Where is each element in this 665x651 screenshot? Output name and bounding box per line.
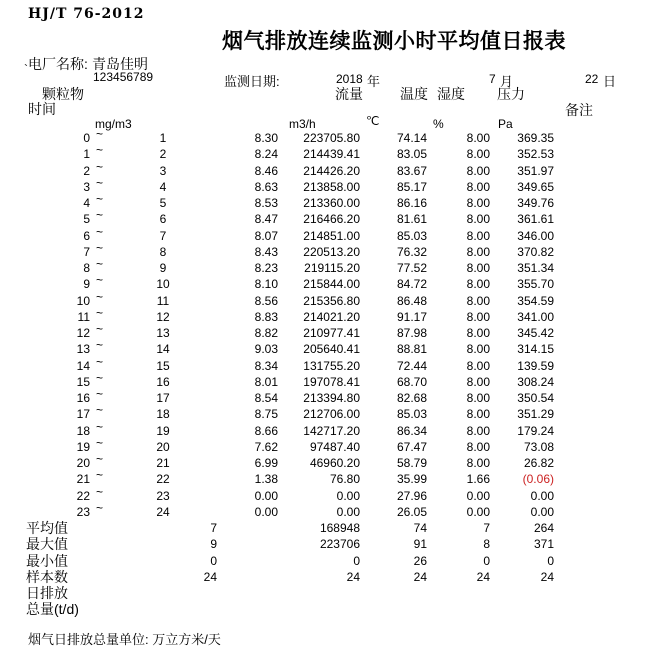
hour-end-cell: 9 [159, 261, 167, 275]
flow-cell: 216466.20 [303, 212, 360, 227]
hour-end-cell: 10 [156, 277, 170, 292]
date-day-unit: 日 [603, 74, 617, 89]
date-year-unit: 年 [367, 74, 381, 89]
date-month-value: 7 [489, 72, 496, 86]
humidity-cell: 8.00 [466, 196, 490, 210]
humidity-cell: 0.00 [466, 504, 490, 519]
flow-cell: 219115.20 [304, 261, 360, 275]
particulate-cell: 8.10 [254, 277, 278, 292]
hour-start-cell: 15 [76, 374, 90, 389]
pressure-cell: 0.00 [530, 488, 554, 503]
tilde-separator: ~ [96, 419, 104, 434]
temperature-cell: 85.03 [396, 407, 427, 422]
temperature-cell: 83.67 [396, 163, 427, 178]
pressure-cell: 355.70 [517, 277, 554, 292]
particulate-cell: 8.47 [254, 212, 278, 227]
particulate-cell: 8.82 [254, 326, 278, 340]
humidity-cell: 8.00 [466, 147, 490, 162]
hour-start-cell: 9 [83, 277, 90, 292]
pressure-cell: 349.76 [517, 196, 554, 210]
tilde-separator: ~ [96, 127, 104, 141]
humidity-cell: 8.00 [466, 407, 490, 422]
date-year-value: 2018 [336, 72, 363, 86]
flow-cell: 223706 [319, 537, 360, 552]
hour-start-cell: 17 [76, 407, 90, 422]
particulate-cell: 9.03 [254, 342, 278, 357]
pressure-cell: 361.61 [517, 212, 554, 227]
particulate-cell: 8.07 [254, 228, 278, 243]
hour-end-cell: 8 [159, 244, 167, 259]
hour-start-cell: 5 [83, 212, 90, 227]
temperature-cell: 91.17 [396, 309, 427, 324]
footnote-total-unit: 烟气日排放总量单位: 万立方米/天 [28, 632, 221, 647]
pressure-cell: 351.29 [517, 407, 554, 422]
humidity-cell: 8.00 [466, 244, 490, 259]
temperature-cell: 72.44 [396, 358, 427, 373]
plant-name-label: 电厂名称: [28, 56, 88, 72]
pressure-cell: 0.00 [530, 504, 554, 519]
tick-mark: ` [24, 62, 28, 76]
standard-code: HJ/T 76-2012 [28, 6, 145, 22]
summary-label: 最大值 [26, 536, 68, 553]
header-flow: 流量 [335, 86, 363, 102]
particulate-cell: 8.30 [254, 131, 278, 145]
tilde-separator: ~ [96, 305, 104, 320]
pressure-cell: 308.24 [517, 374, 554, 389]
hour-end-cell: 21 [156, 456, 170, 470]
particulate-cell: 8.54 [254, 391, 278, 405]
temperature-cell: 35.99 [396, 472, 427, 487]
particulate-cell: 8.66 [254, 423, 278, 438]
humidity-cell: 8.00 [466, 456, 490, 470]
hour-end-cell: 20 [156, 439, 170, 454]
flow-cell: 214851.00 [303, 228, 360, 243]
flow-cell: 212706.00 [303, 407, 360, 422]
humidity-cell: 8.00 [466, 261, 490, 275]
humidity-cell: 1.66 [466, 472, 490, 487]
summary-row [0, 585, 665, 601]
hour-end-cell: 11 [156, 293, 170, 308]
pressure-cell: 351.34 [517, 261, 554, 275]
hour-start-cell: 3 [83, 179, 90, 194]
particulate-cell: 7 [210, 521, 217, 535]
summary-label: 平均值 [26, 520, 68, 536]
tilde-separator: ~ [96, 257, 104, 271]
flow-cell: 214439.41 [303, 147, 360, 162]
pressure-cell: 179.24 [517, 423, 554, 438]
flow-cell: 131755.20 [303, 358, 360, 373]
pressure-cell: 264 [533, 521, 554, 535]
temperature-cell: 83.05 [396, 147, 427, 162]
temperature-cell: 82.68 [396, 391, 427, 405]
hour-start-cell: 23 [76, 504, 90, 519]
pressure-cell: 369.35 [517, 131, 554, 145]
tilde-separator: ~ [96, 452, 104, 466]
flow-cell: 213394.80 [303, 391, 360, 405]
humidity-cell: 8.00 [466, 391, 490, 405]
flow-cell: 0 [353, 553, 360, 568]
hour-end-cell: 16 [156, 374, 170, 389]
hour-end-cell: 6 [159, 212, 167, 227]
particulate-cell: 8.23 [254, 261, 278, 275]
hour-end-cell: 12 [156, 309, 170, 324]
humidity-cell: 8.00 [466, 179, 490, 194]
pressure-cell: (0.06) [522, 472, 554, 487]
header-time: 时间 [28, 101, 56, 117]
hour-start-cell: 13 [76, 342, 90, 357]
hour-start-cell: 16 [76, 391, 90, 405]
summary-row [0, 601, 665, 617]
humidity-cell: 8.00 [466, 374, 490, 389]
hour-start-cell: 6 [83, 228, 90, 243]
summary-row [0, 553, 665, 569]
tilde-separator: ~ [96, 387, 104, 401]
header-remark: 备注 [565, 102, 593, 118]
hour-start-cell: 10 [76, 293, 90, 308]
hour-start-cell: 0 [83, 131, 90, 145]
humidity-cell: 0.00 [466, 488, 490, 503]
temperature-cell: 81.61 [396, 212, 427, 227]
pressure-cell: 0 [547, 553, 554, 568]
flow-cell: 220513.20 [303, 244, 360, 259]
flow-cell: 223705.80 [303, 131, 360, 145]
particulate-cell: 8.46 [254, 163, 278, 178]
hour-start-cell: 18 [76, 423, 90, 438]
summary-row [0, 536, 665, 552]
pressure-cell: 354.59 [517, 293, 554, 308]
hour-end-cell: 15 [156, 358, 170, 373]
header-pressure: 压力 [497, 86, 525, 102]
tilde-separator: ~ [96, 240, 104, 255]
particulate-cell: 7.62 [254, 439, 278, 454]
pressure-cell: 346.00 [517, 228, 554, 243]
plant-id-value: 123456789 [93, 70, 154, 84]
hour-start-cell: 11 [77, 309, 90, 324]
particulate-cell: 8.56 [254, 293, 278, 308]
humidity-cell: 8.00 [466, 212, 490, 227]
hour-start-cell: 2 [83, 163, 90, 178]
humidity-cell: 8.00 [466, 358, 490, 373]
plant-name-value: 青岛佳明 [92, 56, 148, 72]
tilde-separator: ~ [96, 192, 104, 206]
tilde-separator: ~ [96, 273, 104, 288]
flow-cell: 214426.20 [303, 163, 360, 178]
pressure-cell: 341.00 [517, 309, 554, 324]
pressure-cell: 314.15 [517, 342, 554, 357]
hour-start-cell: 12 [76, 326, 90, 340]
temperature-cell: 84.72 [396, 277, 427, 292]
table-row [0, 500, 665, 520]
temperature-cell: 86.48 [396, 293, 427, 308]
hour-start-cell: 1 [83, 147, 90, 162]
hour-start-cell: 14 [76, 358, 90, 373]
particulate-cell: 24 [203, 569, 217, 584]
particulate-cell: 8.34 [254, 358, 278, 373]
particulate-cell: 8.75 [254, 407, 278, 422]
particulate-cell: 8.43 [254, 244, 278, 259]
particulate-cell: 6.99 [254, 456, 278, 470]
temperature-cell: 74 [413, 521, 427, 535]
pressure-cell: 371 [533, 537, 554, 552]
pressure-cell: 370.82 [517, 244, 554, 259]
summary-row [0, 569, 665, 585]
flow-cell: 205640.41 [303, 342, 360, 357]
temperature-cell: 86.34 [396, 423, 427, 438]
humidity-cell: 8 [483, 537, 490, 552]
flow-cell: 214021.20 [303, 309, 360, 324]
temperature-cell: 68.70 [396, 374, 427, 389]
tilde-separator: ~ [96, 468, 104, 483]
temperature-cell: 85.03 [396, 228, 427, 243]
pressure-cell: 345.42 [517, 326, 554, 340]
humidity-cell: 8.00 [466, 423, 490, 438]
temperature-cell: 86.16 [396, 196, 427, 210]
tilde-separator: ~ [96, 500, 104, 515]
hour-end-cell: 24 [156, 504, 170, 519]
tilde-separator: ~ [96, 224, 104, 239]
summary-label: 日排放 [26, 585, 68, 601]
tilde-separator: ~ [96, 143, 104, 158]
temperature-cell: 58.79 [396, 456, 427, 470]
pressure-cell: 26.82 [523, 456, 554, 470]
unit-humidity: % [433, 117, 444, 131]
tilde-separator: ~ [96, 322, 104, 336]
flow-cell: 24 [346, 569, 360, 584]
pressure-cell: 352.53 [517, 147, 554, 162]
hour-end-cell: 5 [159, 196, 167, 210]
hour-end-cell: 19 [156, 423, 170, 438]
particulate-cell: 1.38 [254, 472, 278, 487]
flow-cell: 46960.20 [309, 456, 360, 470]
particulate-cell: 8.24 [254, 147, 278, 162]
unit-particulate: mg/m3 [95, 117, 132, 131]
hour-end-cell: 18 [156, 407, 170, 422]
humidity-cell: 8.00 [466, 131, 490, 145]
summary-label: 总量(t/d) [26, 601, 79, 618]
unit-pressure: Pa [498, 117, 513, 131]
flow-cell: 0.00 [336, 504, 360, 519]
temperature-cell: 74.14 [396, 131, 427, 145]
tilde-separator: ~ [96, 208, 104, 223]
flow-cell: 213360.00 [303, 196, 360, 210]
hour-end-cell: 17 [156, 391, 170, 405]
flow-cell: 142717.20 [303, 423, 360, 438]
particulate-cell: 9 [210, 537, 217, 552]
pressure-cell: 349.65 [517, 179, 554, 194]
humidity-cell: 8.00 [466, 293, 490, 308]
temperature-cell: 91 [413, 537, 427, 552]
flow-cell: 168948 [319, 521, 360, 535]
particulate-cell: 8.53 [254, 196, 278, 210]
particulate-cell: 0.00 [254, 504, 278, 519]
pressure-cell: 24 [540, 569, 554, 584]
summary-label: 最小值 [26, 552, 68, 569]
flow-cell: 197078.41 [303, 374, 360, 389]
tilde-separator: ~ [96, 289, 104, 304]
temperature-cell: 87.98 [396, 326, 427, 340]
tilde-separator: ~ [96, 159, 104, 174]
temperature-cell: 26.05 [396, 504, 427, 519]
tilde-separator: ~ [96, 484, 104, 499]
particulate-cell: 0.00 [254, 488, 278, 503]
header-humidity: 湿度 [437, 86, 465, 102]
pressure-cell: 351.97 [517, 163, 554, 178]
report-title: 烟气排放连续监测小时平均值日报表 [222, 30, 566, 53]
flow-cell: 215844.00 [303, 277, 360, 292]
hour-end-cell: 13 [156, 326, 170, 340]
temperature-cell: 24 [413, 569, 427, 584]
temperature-cell: 27.96 [396, 488, 427, 503]
flow-cell: 97487.40 [309, 439, 360, 454]
hourly-table [0, 127, 665, 618]
pressure-cell: 350.54 [517, 391, 554, 405]
tilde-separator: ~ [96, 403, 104, 418]
hour-end-cell: 23 [156, 488, 170, 503]
hour-start-cell: 8 [83, 261, 90, 275]
particulate-cell: 8.01 [254, 374, 278, 389]
tilde-separator: ~ [96, 435, 104, 450]
summary-row [0, 520, 665, 536]
hour-start-cell: 20 [76, 456, 90, 470]
humidity-cell: 0 [483, 553, 490, 568]
humidity-cell: 24 [476, 569, 490, 584]
humidity-cell: 8.00 [466, 309, 490, 324]
particulate-cell: 8.63 [254, 179, 278, 194]
temperature-cell: 76.32 [396, 244, 427, 259]
temperature-cell: 85.17 [396, 179, 427, 194]
hour-start-cell: 22 [76, 488, 90, 503]
tilde-separator: ~ [96, 354, 104, 369]
humidity-cell: 8.00 [466, 439, 490, 454]
hour-end-cell: 2 [159, 147, 167, 162]
temperature-cell: 88.81 [396, 342, 427, 357]
tilde-separator: ~ [96, 175, 104, 190]
flow-cell: 215356.80 [303, 293, 360, 308]
temperature-cell: 77.52 [396, 261, 427, 275]
temperature-cell: 26 [413, 553, 427, 568]
monitor-date-label: 监测日期: [224, 74, 280, 89]
pressure-cell: 139.59 [517, 358, 554, 373]
humidity-cell: 8.00 [466, 277, 490, 292]
humidity-cell: 8.00 [466, 228, 490, 243]
tilde-separator: ~ [96, 338, 104, 353]
flow-cell: 213858.00 [303, 179, 360, 194]
flow-cell: 210977.41 [303, 326, 360, 340]
date-month-unit: 月 [500, 74, 514, 89]
tilde-separator: ~ [96, 370, 104, 385]
unit-temperature: ℃ [366, 114, 380, 128]
hour-end-cell: 4 [159, 179, 167, 194]
summary-label: 样本数 [26, 568, 68, 585]
flow-cell: 76.80 [329, 472, 360, 487]
humidity-cell: 7 [483, 521, 490, 535]
unit-flow: m3/h [289, 117, 316, 131]
date-day-value: 22 [585, 72, 599, 86]
hour-end-cell: 3 [159, 163, 167, 178]
hour-end-cell: 22 [156, 472, 170, 487]
header-particulate: 颗粒物 [42, 86, 84, 102]
particulate-cell: 8.83 [254, 309, 278, 324]
hour-start-cell: 7 [83, 244, 90, 259]
temperature-cell: 67.47 [396, 439, 427, 454]
particulate-cell: 0 [210, 553, 217, 568]
hour-end-cell: 14 [156, 342, 170, 357]
pressure-cell: 73.08 [523, 439, 554, 454]
hour-start-cell: 4 [83, 196, 90, 210]
header-temperature: 温度 [400, 86, 428, 102]
hour-end-cell: 1 [159, 131, 167, 145]
hour-start-cell: 19 [76, 439, 90, 454]
hour-start-cell: 21 [76, 472, 90, 487]
humidity-cell: 8.00 [466, 326, 490, 340]
flow-cell: 0.00 [336, 488, 360, 503]
humidity-cell: 8.00 [466, 163, 490, 178]
hour-end-cell: 7 [159, 228, 167, 243]
humidity-cell: 8.00 [466, 342, 490, 357]
